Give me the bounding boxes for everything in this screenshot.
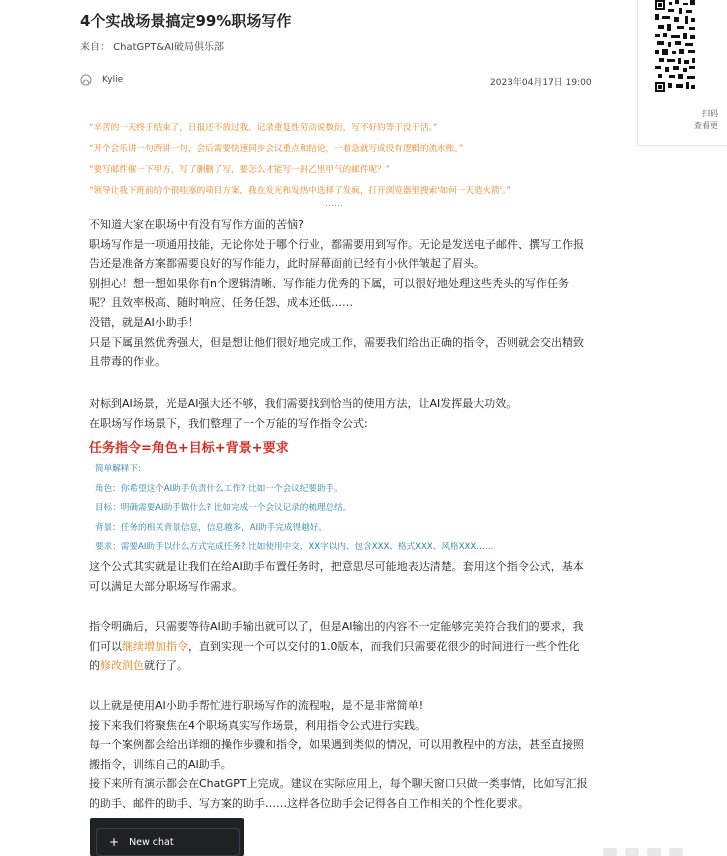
- highlight-text: 修改润色: [100, 659, 144, 673]
- text-segment: ，直到实现一个可以交付的1.0版本，而我们只需要花很少的时间进行一些个性化的: [89, 639, 580, 673]
- formula-explanation: [95, 460, 493, 558]
- plus-icon: +: [109, 835, 120, 849]
- paragraph: 不知道大家在职场中有没有写作方面的苦恼?: [89, 218, 304, 231]
- quote-list: [89, 118, 511, 202]
- bottom-toolbar: [603, 847, 727, 856]
- explain-line: 背景：任务的相关背景信息，信息越多，AI助手完成得越好。: [95, 522, 327, 533]
- qr-panel: [637, 0, 727, 146]
- toolbar-icon[interactable]: [669, 848, 683, 856]
- scene-section: [89, 394, 589, 433]
- qr-code: [655, 0, 695, 92]
- intro-section: [89, 215, 589, 372]
- author-name[interactable]: Kylie: [102, 75, 124, 85]
- qr-caption-2: 查看更: [694, 121, 718, 130]
- text-segment: 指令明确后，只需要等待AI助手输出就可以了，但是AI输出的内容不一定能够完美符合我们的要求，我们可以: [89, 620, 584, 653]
- paragraph: 没错，就是AI小助手！: [89, 315, 199, 329]
- quote-item: “开个会乐讲一句西讲一句，会后需要快速同步会议重点和结论，一着急就写成没有逻辑的流水账。”: [89, 144, 464, 154]
- article-source[interactable]: 来自： ChatGPT&AI破局俱乐部: [80, 42, 225, 53]
- toolbar-icon[interactable]: [647, 848, 661, 856]
- paragraph: 职场写作是一项通用技能，无论你处于哪个行业，都需要用到写作。无论是发送电子邮件、撰写工作报告还是准备方案都需要良好的写作能力，此时屏幕面前已经有小伙伴皱起了眉头。: [89, 237, 584, 271]
- highlight-text: 继续增加指令: [122, 639, 188, 653]
- paragraph: 别担心！想一想如果你有n个逻辑清晰、写作能力优秀的下属，可以很好地处理这些秃头的写作任务呢？且效率极高、随时响应、任务任怨、成本还低……: [89, 276, 569, 310]
- publish-date: 2023年04月17日 19:00: [490, 78, 592, 88]
- paragraph: 以上就是使用AI小助手帮忙进行职场写作的流程啦，是不是非常简单!: [89, 699, 424, 712]
- qr-caption-1: 扫码: [702, 109, 718, 118]
- formula-heading: 任务指令=角色+目标+背景+要求: [89, 441, 289, 456]
- new-chat-button[interactable]: [96, 828, 240, 856]
- explain-line: 目标：明确需要AI助手做什么? 比如完成一个会议记录的梳理总结。: [95, 503, 352, 513]
- author-avatar-icon: [80, 74, 92, 86]
- paragraph: [89, 617, 589, 676]
- explain-line: 简单解释下:: [95, 464, 141, 474]
- paragraph: 每一个案例都会给出详细的操作步骤和指令，如果遇到类似的情况，可以用教程中的方法，甚至直接照搬指令，训练自己的AI助手。: [89, 738, 584, 771]
- paragraph: 只是下属虽然优秀强大，但是想让他们很好地完成工作，需要我们给出正确的指令，否则就会交出精致且带毒的作业。: [89, 335, 584, 369]
- paragraph: 接下来我们将聚焦在4个职场真实写作场景，利用指令公式进行实践。: [89, 718, 426, 732]
- quote-item: “辛苦的一天终于结束了，日报还不放过我。记录重复性劳动说数衍，写不好钓等于没干活。”: [89, 123, 438, 133]
- explain-line: 要求：需要AI助手以什么方式完成任务? 比如使用中文、XX字以内、包含XXX、格式XXX、风格XXX……: [95, 542, 494, 552]
- paragraph: 对标到AI场景，光是AI强大还不够，我们需要找到恰当的使用方法，让AI发挥最大功效。: [89, 397, 518, 410]
- ellipsis: ……: [325, 199, 343, 209]
- paragraph: 在职场写作场景下，我们整理了一个万能的写作指令公式:: [89, 416, 368, 430]
- quote-item: “要写邮件催一下甲方，写了删删了写，要怎么才能写一封乙里甲气的邮件呢？”: [89, 165, 391, 175]
- quote-item: “领导让我下班前给个很哇塞的项目方案，我在发光和发热中选择了发疯，打开浏览器里搜索'如何一天造火箭'。”: [89, 186, 511, 196]
- iterate-section: [89, 617, 589, 676]
- toolbar-icon[interactable]: [625, 848, 639, 856]
- toolbar-icon[interactable]: [603, 848, 617, 856]
- paragraph: 接下来所有演示都会在ChatGPT上完成。建议在实际应用上，每个聊天窗口只做一类事情，比如写汇报的助手、邮件的助手、写方案的助手……这样各位助手会记得各自工作相关的个性化要求。: [89, 777, 588, 810]
- new-chat-label: New chat: [129, 836, 174, 848]
- closing-section: [89, 696, 589, 814]
- explain-line: 角色：你希望这个AI助手负责什么工作? 比如一个会议纪要助手。: [95, 483, 343, 494]
- chatgpt-screenshot: [90, 818, 244, 856]
- article-title: 4个实战场景搞定99%职场写作: [80, 12, 292, 30]
- author-line: [80, 74, 123, 86]
- text-segment: 就行了。: [144, 659, 188, 673]
- formula-summary: [89, 557, 589, 596]
- paragraph: 这个公式其实就是让我们在给AI助手布置任务时，把意思尽可能地表达清楚。套用这个指令公式，基本可以满足大部分职场写作需求。: [89, 560, 584, 593]
